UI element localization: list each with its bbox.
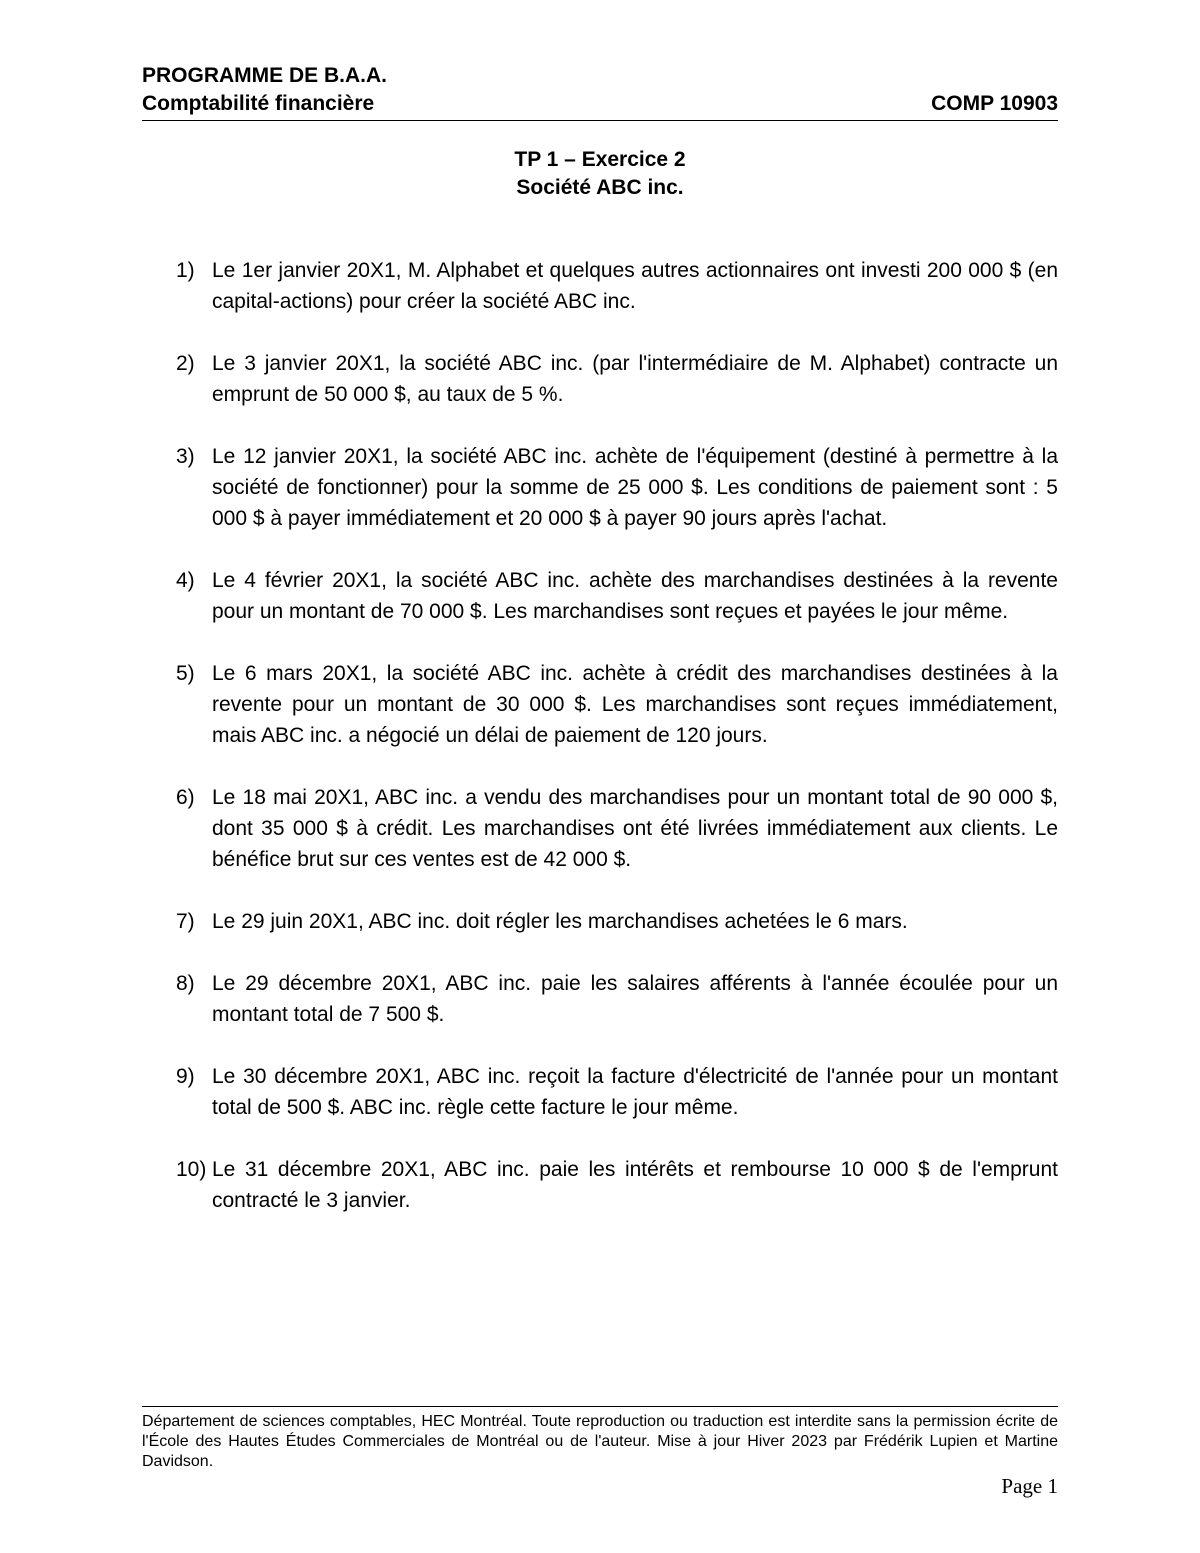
program-title: PROGRAMME DE B.A.A.: [142, 64, 388, 87]
course-code: COMP 10903: [931, 92, 1058, 115]
item-number: 2): [176, 352, 195, 375]
item-text: Le 29 juin 20X1, ABC inc. doit régler les marchandises achetées le 6 mars.: [212, 910, 908, 933]
item-text: Le 3 janvier 20X1, la société ABC inc. (par l'intermédiaire de M. Alphabet) contracte un emprunt de 50 000 $, au taux de 5 %.: [212, 352, 1058, 406]
item-number: 7): [176, 910, 195, 933]
item-number: 10): [176, 1158, 207, 1181]
exercise-title: TP 1 – Exercice 2: [514, 148, 686, 171]
list-item: [142, 441, 1058, 534]
item-text: Le 18 mai 20X1, ABC inc. a vendu des marchandises pour un montant total de 90 000 $, dont 35 000 $ à crédit. Les marchandises ont été livrées immédiatement aux clients. Le bénéfice brut sur ces ventes est de 42 000 $.: [212, 786, 1058, 871]
item-text: Le 30 décembre 20X1, ABC inc. reçoit la facture d'électricité de l'année pour un montant total de 500 $. ABC inc. règle cette facture le jour même.: [212, 1065, 1058, 1119]
item-text: Le 6 mars 20X1, la société ABC inc. achète à crédit des marchandises destinées à la revente pour un montant de 30 000 $. Les marchandises sont reçues immédiatement, mais ABC inc. a négocié un délai de paiement de 120 jours.: [212, 662, 1058, 747]
course-name: Comptabilité financière: [142, 92, 375, 115]
list-item: [142, 1154, 1058, 1216]
item-text: Le 1er janvier 20X1, M. Alphabet et quelques autres actionnaires ont investi 200 000 $ (en capital-actions) pour créer la société ABC inc.: [212, 259, 1058, 313]
item-number: 3): [176, 445, 195, 468]
list-item: [142, 658, 1058, 751]
item-number: 8): [176, 972, 195, 995]
item-number: 9): [176, 1065, 195, 1088]
list-item: [142, 348, 1058, 410]
transaction-list: [142, 255, 1058, 1247]
list-item: [142, 906, 1058, 937]
company-title: Société ABC inc.: [516, 176, 684, 199]
copyright-footer: Département de sciences comptables, HEC Montréal. Toute reproduction ou traduction est interdite sans la permission écrite de l'École des Hautes Études Commerciales de Montréal ou de l'auteur. Mise à jour Hiver 2023 par Frédérik Lupien et Martine Davidson.: [142, 1406, 1058, 1472]
item-text: Le 4 février 20X1, la société ABC inc. achète des marchandises destinées à la revente pour un montant de 70 000 $. Les marchandises sont reçues et payées le jour même.: [212, 569, 1058, 623]
course-row: [142, 90, 1058, 118]
item-number: 4): [176, 569, 195, 592]
item-number: 1): [176, 259, 195, 282]
list-item: [142, 782, 1058, 875]
list-item: [142, 1061, 1058, 1123]
page-number: Page 1: [1001, 1474, 1058, 1498]
item-number: 5): [176, 662, 195, 685]
list-item: [142, 565, 1058, 627]
item-text: Le 29 décembre 20X1, ABC inc. paie les salaires afférents à l'année écoulée pour un montant total de 7 500 $.: [212, 972, 1058, 1026]
item-number: 6): [176, 786, 195, 809]
item-text: Le 12 janvier 20X1, la société ABC inc. achète de l'équipement (destiné à permettre à la société de fonctionner) pour la somme de 25 000 $. Les conditions de paiement sont : 5 000 $ à payer immédiatement et 20 000 $ à payer 90 jours après l'achat.: [212, 445, 1058, 530]
list-item: [142, 255, 1058, 317]
item-text: Le 31 décembre 20X1, ABC inc. paie les intérêts et rembourse 10 000 $ de l'emprunt contracté le 3 janvier.: [212, 1158, 1058, 1212]
document-title: [142, 146, 1058, 202]
page-header: [142, 62, 1058, 121]
list-item: [142, 968, 1058, 1030]
